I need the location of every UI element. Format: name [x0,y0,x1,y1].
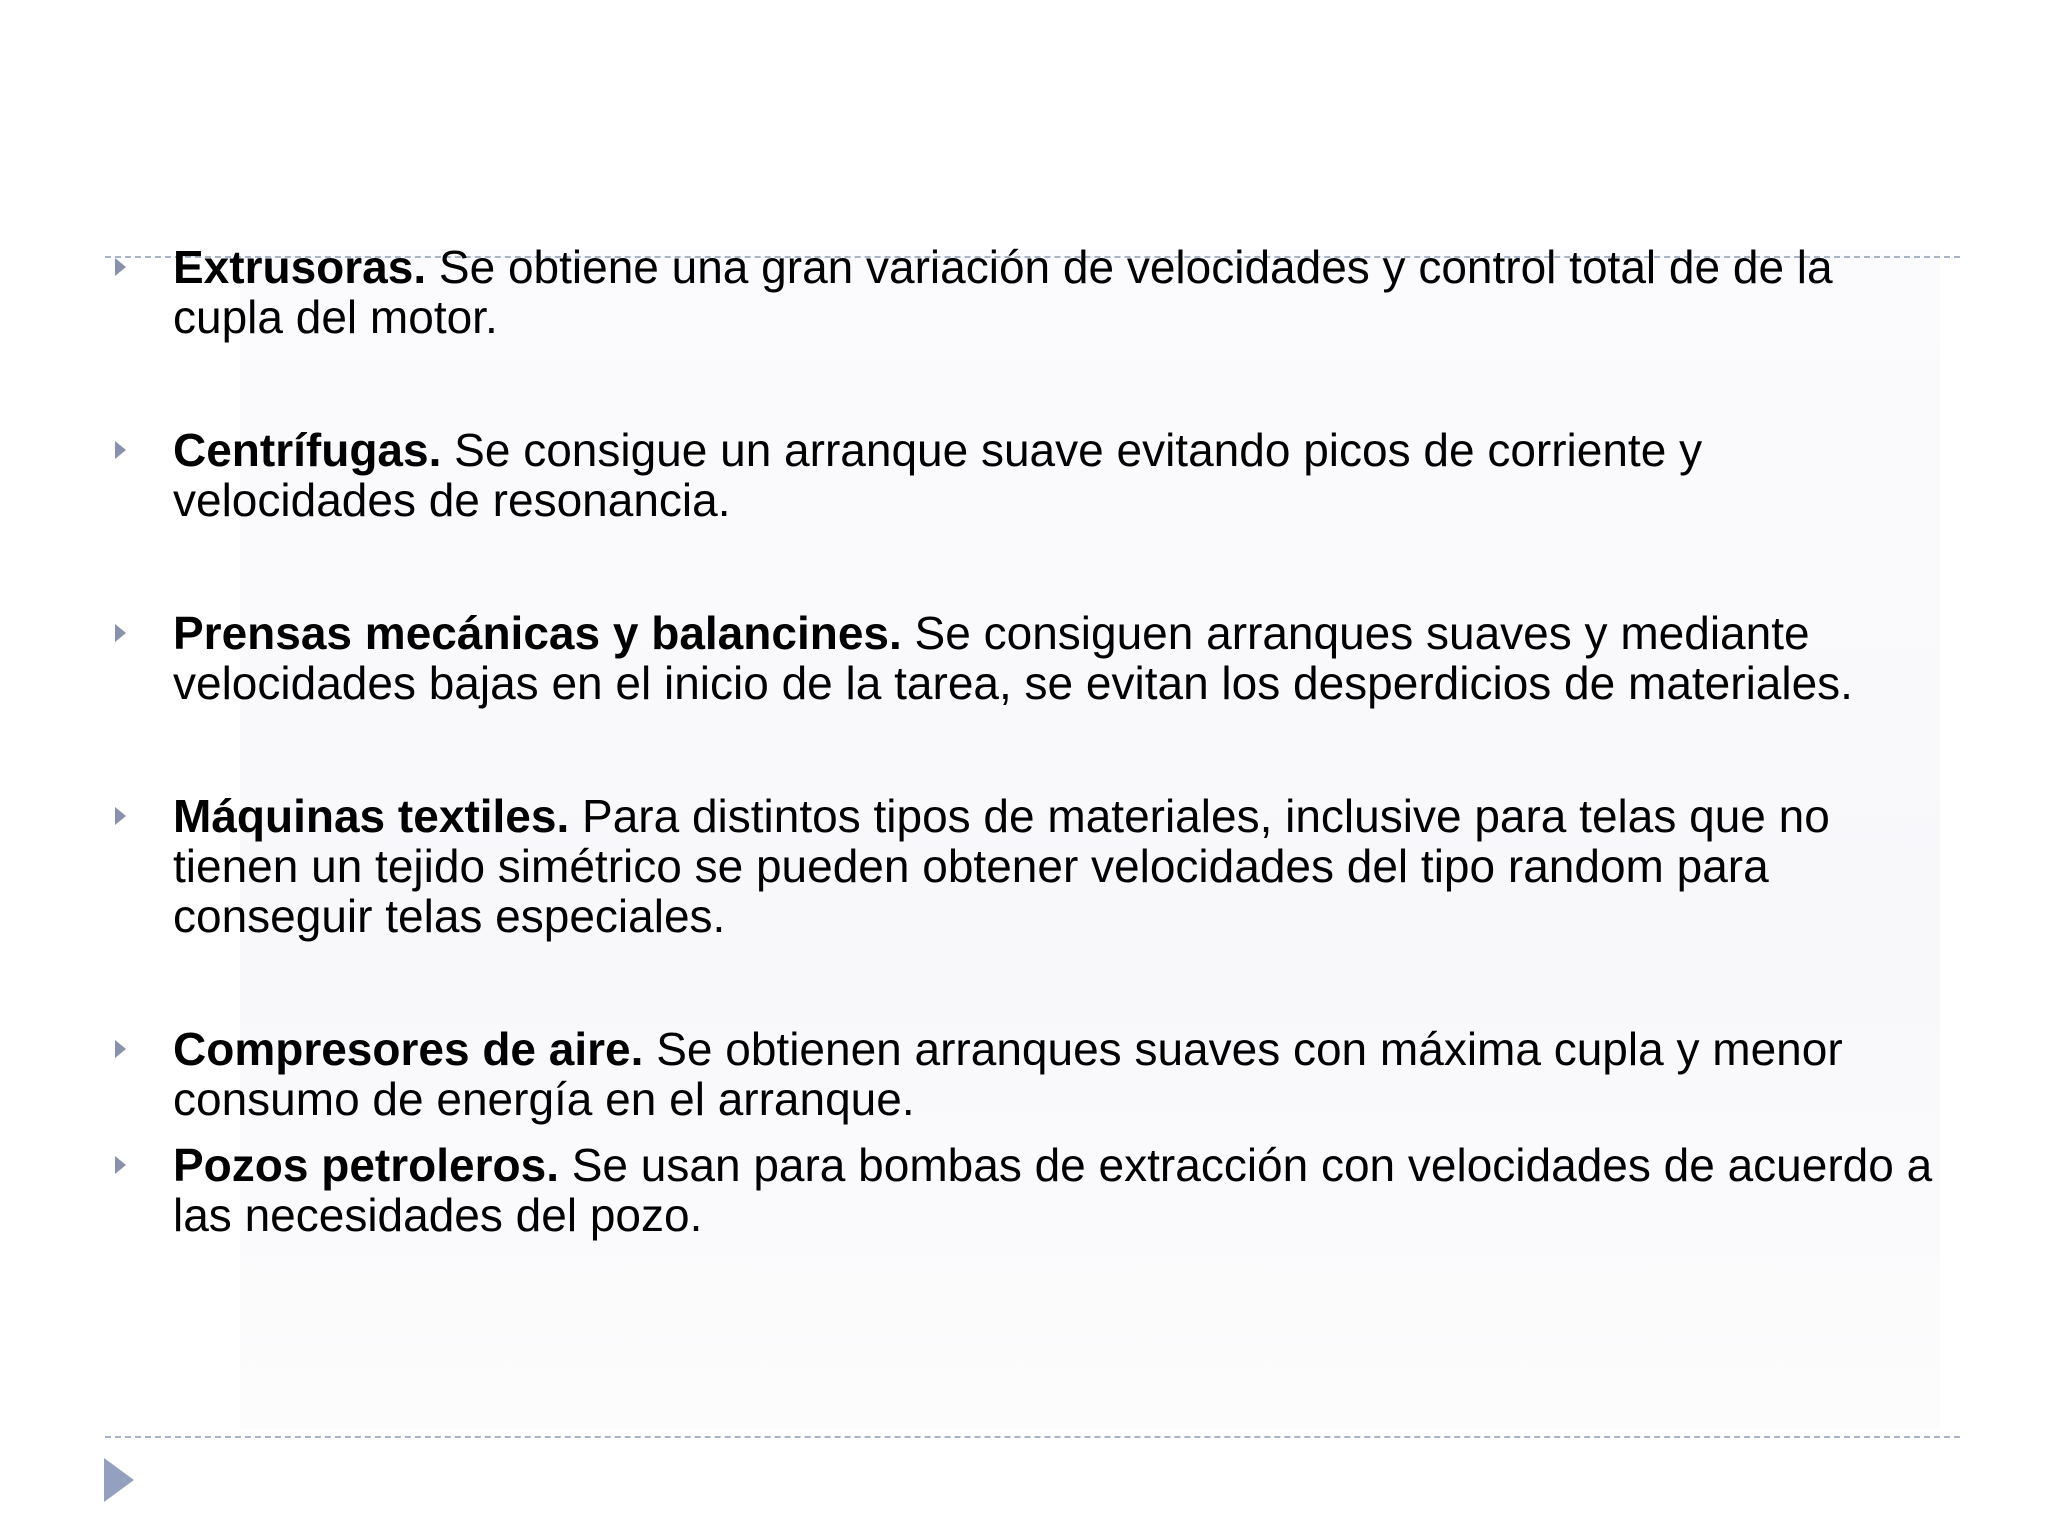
bullet-text: Se usan para bombas de extracción con velocidades de acuerdo a las necesidades del pozo. [173,1139,1933,1241]
bullet-item-prensas [110,608,1940,708]
bullet-arrow-icon [115,1040,126,1058]
bullet-arrow-icon [115,441,126,459]
bullet-text: Se obtiene una gran variación de velocidades y control total de de la cupla del motor. [173,241,1833,343]
bullet-arrow-icon [115,624,126,642]
bullet-term: Máquinas textiles. [173,790,570,842]
bullet-arrow-icon [115,807,126,825]
corner-triangle-icon [104,1458,134,1502]
bullet-arrow-icon [115,258,126,276]
bullet-term: Prensas mecánicas y balancines. [173,607,902,659]
bullet-arrow-icon [115,1156,126,1174]
bullet-item-centrifugas [110,425,1940,525]
bullet-term: Centrífugas. [173,424,442,476]
bullet-list [110,242,1940,1240]
bullet-term: Compresores de aire. [173,1023,644,1075]
bullet-text: Se obtienen arranques suaves con máxima cupla y menor consumo de energía en el arranque. [173,1023,1843,1125]
bullet-text: Se consigue un arranque suave evitando picos de corriente y velocidades de resonancia. [173,424,1703,526]
bullet-term: Extrusoras. [173,241,427,293]
bullet-text: Para distintos tipos de materiales, inclusive para telas que no tienen un tejido simétrico se pueden obtener velocidades del tipo random para conseguir telas especiales. [173,790,1830,942]
bottom-dashed-rule [105,1436,1960,1438]
bullet-item-maquinas-textiles [110,791,1940,941]
bullet-term: Pozos petroleros. [173,1139,559,1191]
bullet-item-compresores [110,1024,1940,1124]
bullet-item-extrusoras [110,242,1940,342]
bullet-text: Se consiguen arranques suaves y mediante velocidades bajas en el inicio de la tarea, se evitan los desperdicios de materiales. [173,607,1853,709]
bullet-item-pozos [110,1140,1940,1240]
